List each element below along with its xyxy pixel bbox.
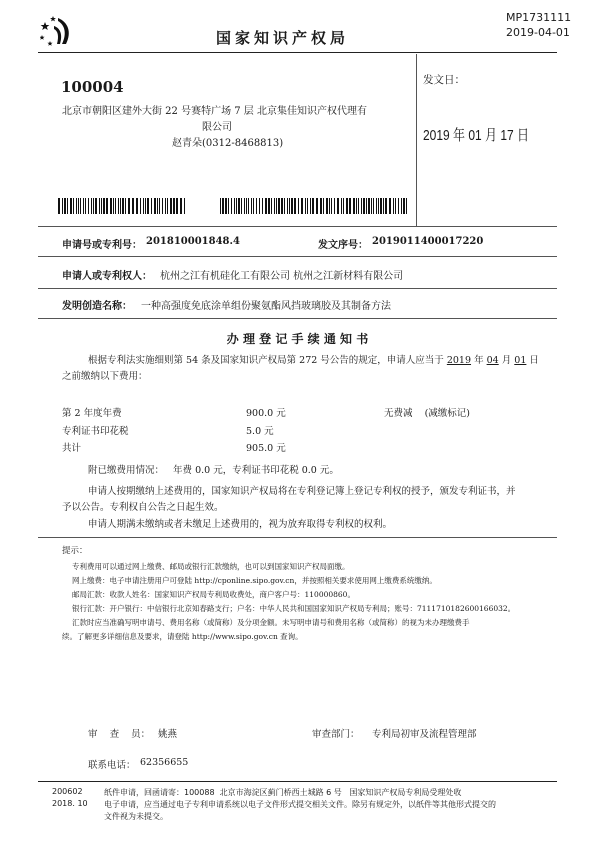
footer-line-1: 纸件申请，回函请寄：100088 北京市海淀区蓟门桥西土城路 6 号 国家知识产权局专利局受理处收 <box>104 788 462 797</box>
notice-paragraph-1 <box>88 352 539 366</box>
form-code: 200602 <box>52 787 83 796</box>
deadline-month: 04 <box>486 355 499 366</box>
notice-heading: 办 理 登 记 手 续 通 知 书 <box>226 332 369 346</box>
reviewer-name: 姚燕 <box>158 729 178 740</box>
fee-amount-1: 900.0 元 <box>246 408 286 419</box>
notice-paragraph-3: 申请人期满未缴纳或者未缴足上述费用的，视为放弃取得专利权的权利。 <box>88 519 393 530</box>
fee-name-2: 专利证书印花税 <box>62 426 129 437</box>
department: 专利局初审及流程管理部 <box>372 729 477 740</box>
fee-name-1: 第 2 年度年费 <box>62 408 122 419</box>
fee-total-label: 共计 <box>62 443 82 454</box>
deadline-day: 01 <box>514 355 527 366</box>
issue-date: 2019 年 01 月 17 日 <box>423 127 530 144</box>
phone-number: 62356655 <box>140 757 189 768</box>
fee-amount-2: 5.0 元 <box>246 426 274 437</box>
department-label: 审查部门： <box>312 729 360 740</box>
deadline-year: 2019 <box>446 355 472 366</box>
phone-label: 联系电话： <box>88 760 136 771</box>
barcode-right <box>220 198 410 214</box>
serial-no: 2019011400017220 <box>372 236 484 247</box>
issue-date-label: 发文日： <box>423 74 465 86</box>
applicant-label: 申请人或专利权人： <box>62 271 152 282</box>
form-version: 2018. 10 <box>52 799 88 808</box>
month-unit: 月 <box>501 355 512 366</box>
reviewer-label: 审 查 员： <box>88 729 151 740</box>
tip-line-6: 续。了解更多详细信息及要求，请登陆 http://www.sipo.gov.cn 查询。 <box>62 632 303 641</box>
postcode: 100004 <box>61 78 124 96</box>
tips-label: 提示： <box>62 546 88 556</box>
tip-line-3: 邮局汇款：收款人姓名：国家知识产权局专利局收费处，商户客户号：110000860。 <box>72 590 355 599</box>
tip-line-1: 专利费用可以通过网上缴费、邮局或银行汇款缴纳，也可以到国家知识产权局面缴。 <box>72 562 350 571</box>
footer-line-2: 电子申请，应当通过电子专利申请系统以电子文件形式提交相关文件。除另有规定外，以纸件等其他形式提交的 <box>104 800 496 809</box>
app-no-label: 申请号或专利号： <box>62 240 142 251</box>
year-unit: 年 <box>474 355 484 366</box>
address-line-2: 限公司 <box>202 122 232 133</box>
tip-line-4: 银行汇款：开户银行：中信银行北京知春路支行；户名：中华人民共和国国家知识产权局专利局；账号：7111710182600166032。 <box>72 604 516 613</box>
notice-paragraph-2: 申请人按期缴纳上述费用的，国家知识产权局将在专利登记簿上登记专利权的授予，颁发专利证书，并 <box>88 486 516 497</box>
fee-note-1: 无费减 (减缴标记) <box>384 408 470 419</box>
notice-paragraph-2-cont: 予以公告。专利权自公告之日起生效。 <box>62 502 224 513</box>
para1-continuation: 之前缴纳以下费用： <box>62 371 148 382</box>
cnipa-emblem-logo <box>40 14 74 48</box>
tip-line-5: 汇款时应当准确写明申请号、费用名称（或简称）及分项金额。未写明申请号和费用名称（或简称）的视为未办理缴费手 <box>72 618 470 627</box>
office-name: 国家知识产权局 <box>216 29 350 47</box>
tip-line-2: 网上缴费：电子申请注册用户可登陆 http://cponline.sipo.gov.cn，并按照相关要求使用网上缴费系统缴纳。 <box>72 576 437 585</box>
footer-line-3: 文件视为未提交。 <box>104 812 168 821</box>
document-date: 2019-04-01 <box>506 26 570 39</box>
para1-text: 根据专利法实施细则第 54 条及国家知识产权局第 272 号公告的规定，申请人应当于 <box>88 355 444 366</box>
recipient: 赵青朵(0312-8468813) <box>172 138 284 149</box>
title-label: 发明创造名称： <box>62 301 132 312</box>
serial-label: 发文序号： <box>318 240 368 251</box>
document-code: MP1731111 <box>506 11 572 24</box>
fee-total-amount: 905.0 元 <box>246 443 286 454</box>
barcode-left <box>58 198 188 214</box>
address-line-1: 北京市朝阳区建外大街 22 号赛特广场 7 层 北京集佳知识产权代理有 <box>62 106 367 117</box>
applicant: 杭州之江有机硅化工有限公司 杭州之江新材料有限公司 <box>160 271 404 282</box>
invention-title: 一种高强度免底涂单组份聚氨酯风挡玻璃胶及其制备方法 <box>141 301 391 312</box>
day-unit: 日 <box>529 355 539 366</box>
paid-fees: 附已缴费用情况： 年费 0.0 元，专利证书印花税 0.0 元。 <box>88 465 339 476</box>
app-no: 201810001848.4 <box>146 236 240 247</box>
